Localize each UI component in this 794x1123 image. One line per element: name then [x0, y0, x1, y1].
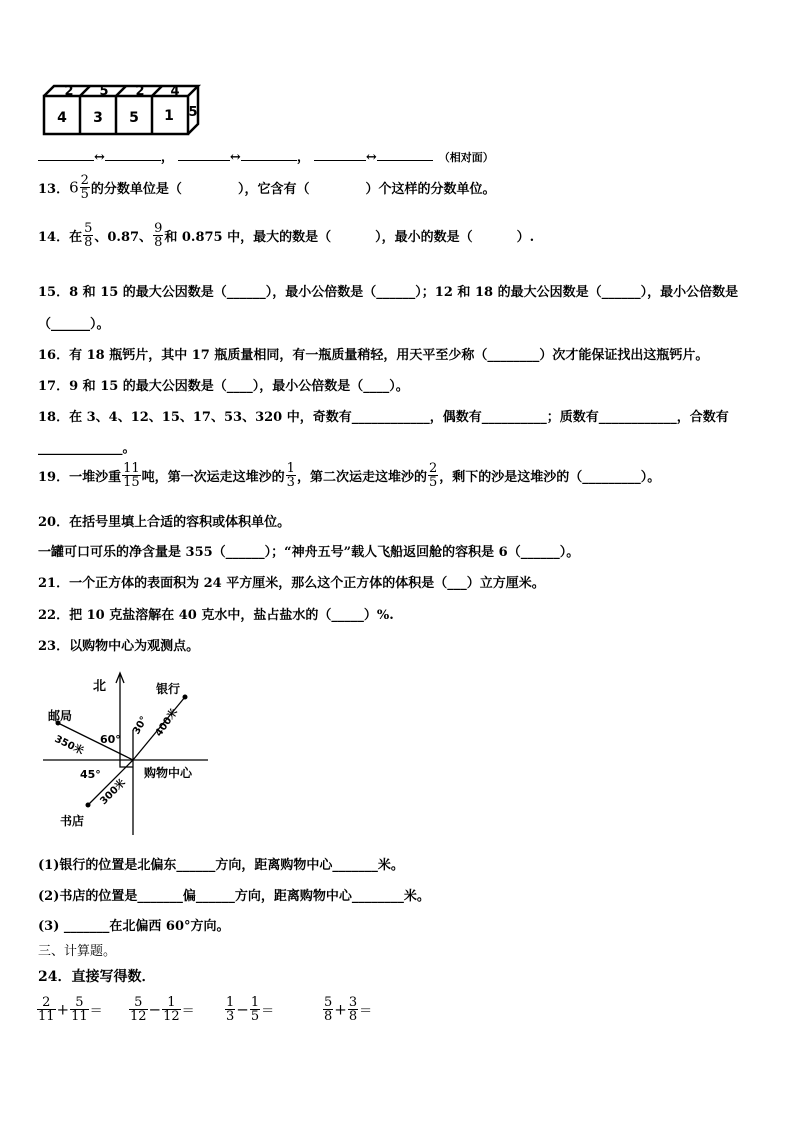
fraction: $\frac{11}{15}$ — [123, 461, 140, 490]
fraction: $\frac{5}{8}$ — [84, 221, 93, 250]
question-23-sub2: (2)书店的位置是_______偏______方向，距离购物中心________米。 — [38, 889, 430, 904]
arrow: ↔ — [94, 150, 105, 165]
q24-item-1: $\frac{2}{11}$ + $\frac{5}{11}$ ＝ — [38, 995, 103, 1024]
dist-bank: 400米 — [153, 707, 181, 739]
north-label: 北 — [93, 679, 107, 694]
cube-top-1: 2 — [64, 84, 74, 99]
dist-post: 350米 — [52, 733, 86, 758]
cube-front-2: 3 — [93, 110, 103, 126]
answer-blank[interactable] — [241, 148, 297, 161]
cube-front-3: 5 — [129, 110, 139, 126]
question-15-line2: （______）。 — [38, 317, 110, 332]
cube-side: 5 — [188, 105, 198, 120]
cube-top-3: 2 — [135, 84, 145, 99]
section-3-heading: 三、计算题。 — [38, 944, 117, 959]
cube-strip-figure — [38, 80, 208, 140]
answer-blank[interactable] — [178, 148, 230, 161]
cube-front-4: 1 — [164, 108, 174, 124]
question-22: 22．把 10 克盐溶解在 40 克水中，盐占盐水的（_____）%. — [38, 608, 394, 623]
question-20-line2: 一罐可口可乐的净含量是 355（______）；“神舟五号”载人飞船返回舱的容积是 6（______）。 — [38, 545, 580, 560]
answer-blank[interactable] — [377, 148, 433, 161]
fraction: $\frac{2}{5}$ — [80, 173, 89, 202]
question-18-line2: _____________。 — [38, 441, 136, 456]
angle-post: 60° — [100, 733, 121, 746]
bank-label: 银行 — [156, 682, 181, 696]
question-23-sub3: (3) _______在北偏西 60°方向。 — [38, 919, 230, 934]
cube-top-2: 5 — [99, 84, 109, 99]
fraction: $\frac{9}{8}$ — [154, 221, 163, 250]
q24-item-3: $\frac{1}{3}$ − $\frac{1}{5}$ ＝ — [226, 995, 275, 1024]
cube-top-4: 4 — [170, 84, 180, 99]
angle-bank: 30° — [131, 714, 151, 737]
question-16: 16．有 18 瓶钙片，其中 17 瓶质量相同，有一瓶质量稍轻，用天平至少称（________）次才能保证找出这瓶钙片。 — [38, 348, 709, 363]
post-label: 邮局 — [48, 709, 73, 723]
question-14: 14．在 $\frac{5}{8}$ 、0.87、 $\frac{9}{8}$ 和 0.875 中，最大的数是（ ），最小的数是（ ）. — [38, 221, 535, 250]
dist-store: 300米 — [98, 777, 128, 808]
fraction: $\frac{2}{5}$ — [428, 461, 438, 490]
q24-item-2: $\frac{5}{12}$ − $\frac{1}{12}$ ＝ — [130, 995, 195, 1024]
question-17: 17．9 和 15 的最大公因数是（____），最小公倍数是（____）。 — [38, 379, 409, 394]
question-24-title: 24．直接写得数． — [38, 969, 156, 985]
question-18-line1: 18．在 3、4、12、15、17、53、320 中，奇数有____________，偶数有__________；质数有____________，合数有 — [38, 410, 729, 425]
store-point — [86, 803, 91, 808]
question-21: 21．一个正方体的表面积为 24 平方厘米，那么这个正方体的体积是（___）立方厘米。 — [38, 576, 545, 591]
question-15-line1: 15．8 和 15 的最大公因数是（______），最小公倍数是（______）；12 和 18 的最大公因数是（______），最小公倍数是 — [38, 285, 739, 300]
fraction: $\frac{1}{3}$ — [286, 461, 295, 490]
cube-front-1: 4 — [57, 110, 67, 126]
question-23-title: 23．以购物中心为观测点。 — [38, 639, 200, 654]
opposite-faces-line: ↔ ， ↔ ， ↔ （相对面） — [38, 146, 494, 165]
bank-point — [183, 695, 188, 700]
question-20-title: 20．在括号里填上合适的容积或体积单位。 — [38, 515, 291, 530]
answer-blank[interactable] — [314, 148, 366, 161]
angle-store: 45° — [80, 768, 101, 781]
q24-item-4: $\frac{5}{8}$ + $\frac{3}{8}$ ＝ — [324, 995, 373, 1024]
center-label: 购物中心 — [144, 766, 193, 780]
answer-blank[interactable] — [38, 148, 94, 161]
direction-diagram — [38, 665, 238, 840]
answer-blank[interactable] — [105, 148, 161, 161]
question-13: 13．6 $\frac{2}{5}$ 的分数单位是（ ），它含有（ ）个这样的分数单位。 — [38, 173, 496, 202]
store-label: 书店 — [60, 814, 85, 828]
question-19: 19．一堆沙重 $\frac{11}{15}$ 吨，第一次运走这堆沙的 $\frac{1}{3}$ ，第二次运走这堆沙的 $\frac{2}{5}$ ，剩下的沙是这堆沙的（_________）。 — [38, 461, 661, 490]
question-23-sub1: (1)银行的位置是北偏东______方向，距离购物中心_______米。 — [38, 858, 404, 873]
